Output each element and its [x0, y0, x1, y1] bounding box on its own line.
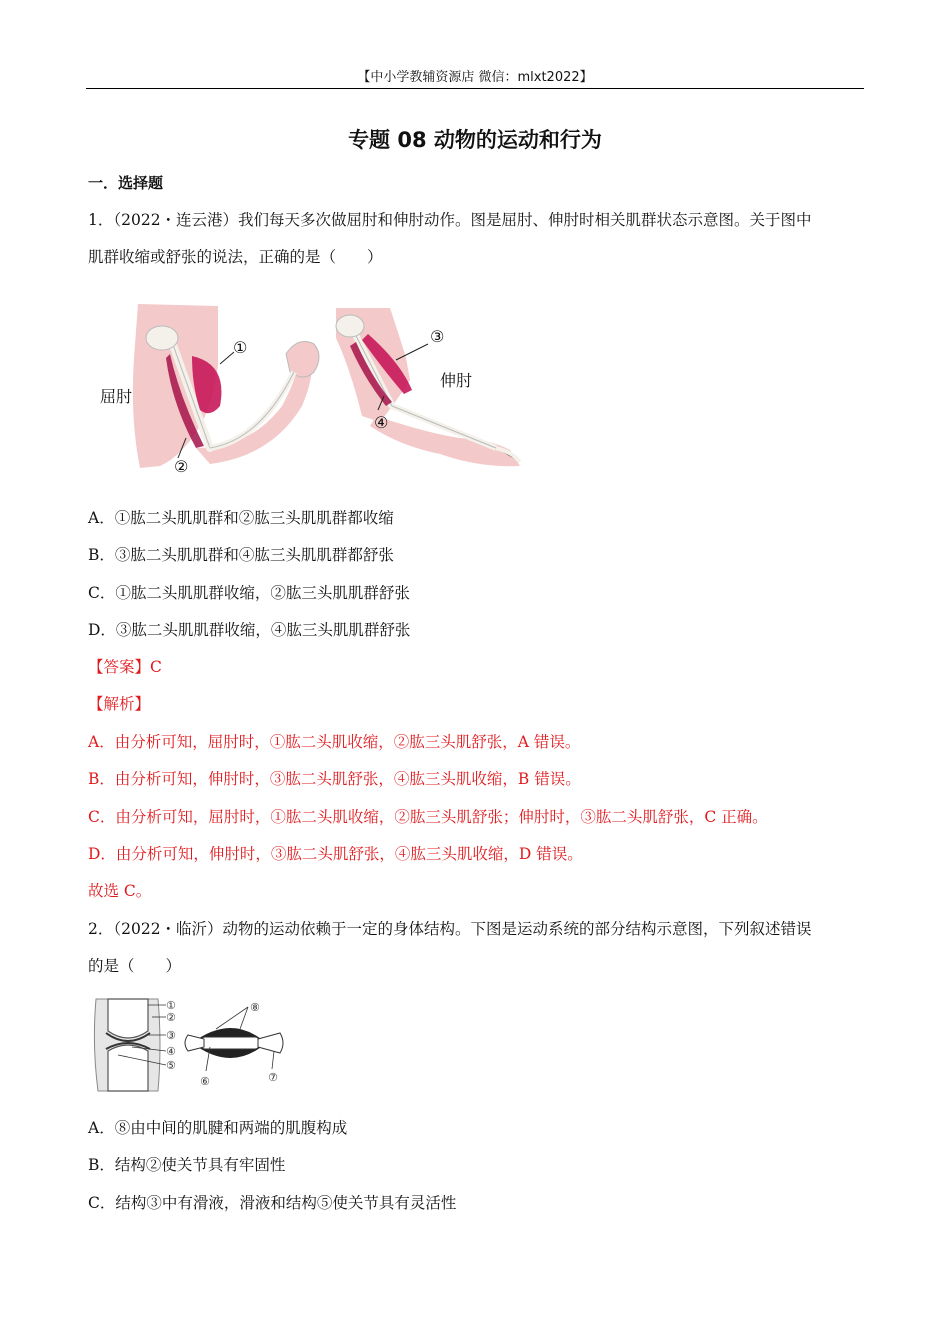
joint-marker-3: ③	[166, 1029, 176, 1042]
q2-option-b: B．结构②使关节具有牢固性	[88, 1156, 286, 1174]
q2-option-a: A．⑧由中间的肌腱和两端的肌腹构成	[88, 1119, 348, 1137]
q1-stem-line-1: 1．（2022・连云港）我们每天多次做屈肘和伸肘动作。图是屈肘、伸肘时相关肌群状态示意图。关于图中	[88, 211, 812, 229]
header-divider	[86, 88, 864, 89]
page-title: 专题 08 动物的运动和行为	[348, 128, 602, 152]
q1-answer: 【答案】C	[88, 658, 162, 676]
arm-muscle-figure	[100, 298, 530, 476]
joint-marker-8: ⑧	[250, 1001, 260, 1014]
q1-conclusion: 故选 C。	[88, 882, 152, 900]
extended-label: 伸肘	[440, 371, 473, 390]
joint-marker-7: ⑦	[268, 1071, 278, 1084]
page-header: 【中小学教辅资源店 微信：mlxt2022】	[357, 70, 593, 85]
flexed-label: 屈肘	[100, 387, 133, 406]
q1-option-a: A．①肱二头肌肌群和②肱三头肌肌群都收缩	[88, 509, 394, 527]
muscle-bone-illustration	[185, 1007, 283, 1071]
q1-analysis-c: C．由分析可知，屈肘时，①肱二头肌收缩，②肱三头肌舒张；伸肘时，③肱二头肌舒张，C 正确。	[88, 808, 768, 826]
q1-analysis-label: 【解析】	[88, 695, 151, 713]
joint-structure-figure	[88, 995, 288, 1099]
marker-3: ③	[430, 327, 445, 346]
q1-analysis-d: D．由分析可知，伸肘时，③肱二头肌舒张，④肱三头肌收缩，D 错误。	[88, 845, 583, 863]
joint-marker-6: ⑥	[200, 1075, 210, 1088]
joint-illustration	[94, 999, 166, 1091]
marker-4: ④	[374, 413, 389, 432]
q1-analysis-a: A．由分析可知，屈肘时，①肱二头肌收缩，②肱三头肌舒张，A 错误。	[88, 733, 581, 751]
q1-option-c: C．①肱二头肌肌群收缩，②肱三头肌肌群舒张	[88, 584, 410, 602]
q1-stem-line-2: 肌群收缩或舒张的说法，正确的是（ ）	[88, 248, 383, 266]
q2-stem-line-1: 2．（2022・临沂）动物的运动依赖于一定的身体结构。下图是运动系统的部分结构示意图，下列叙述错误	[88, 920, 812, 938]
extended-arm-illustration	[336, 308, 520, 466]
section-heading: 一．选择题	[88, 174, 164, 192]
joint-marker-2: ②	[166, 1011, 176, 1024]
q1-option-d: D．③肱二头肌肌群收缩，④肱三头肌肌群舒张	[88, 621, 411, 639]
q2-stem-line-2: 的是（ ）	[88, 957, 182, 975]
joint-marker-4: ④	[166, 1045, 176, 1058]
q2-option-c: C．结构③中有滑液，滑液和结构⑤使关节具有灵活性	[88, 1194, 457, 1212]
q1-option-b: B．③肱二头肌肌群和④肱三头肌肌群都舒张	[88, 546, 394, 564]
flexed-arm-illustration	[133, 304, 319, 468]
joint-marker-5: ⑤	[166, 1059, 176, 1072]
q1-analysis-b: B．由分析可知，伸肘时，③肱二头肌舒张，④肱三头肌收缩，B 错误。	[88, 770, 581, 788]
marker-1: ①	[233, 338, 248, 357]
joint-marker-1: ①	[166, 999, 176, 1012]
marker-2: ②	[174, 457, 189, 476]
